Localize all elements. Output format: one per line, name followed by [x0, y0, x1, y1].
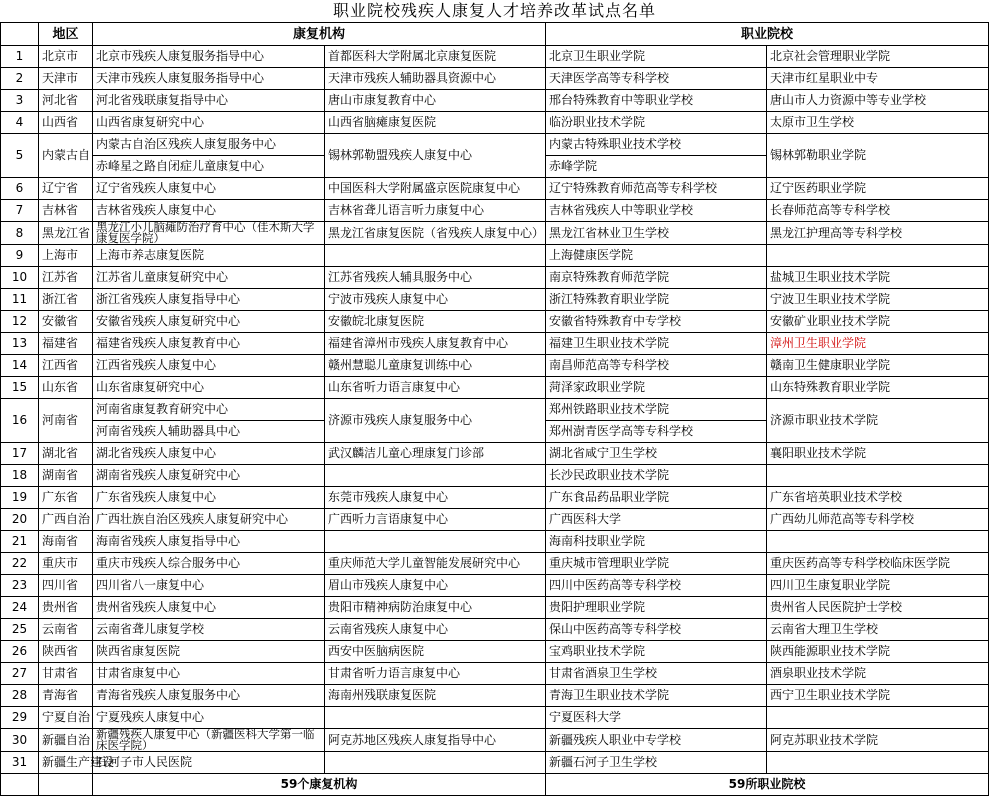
row-number: 22	[1, 553, 39, 575]
row-number: 26	[1, 641, 39, 663]
school-cell	[767, 752, 989, 774]
row-number: 19	[1, 487, 39, 509]
table-row	[1, 200, 989, 222]
table-row	[1, 752, 989, 774]
row-number: 11	[1, 289, 39, 311]
school-cell: 福建卫生职业技术学院	[546, 333, 767, 355]
school-cell: 广西医科大学	[546, 509, 767, 531]
school-cell	[767, 245, 989, 267]
school-cell: 北京社会管理职业学院	[767, 46, 989, 68]
table-row	[1, 355, 989, 377]
school-cell: 新疆石河子卫生学校	[546, 752, 767, 774]
school-cell: 贵州省人民医院护士学校	[767, 597, 989, 619]
table-row	[1, 597, 989, 619]
school-cell: 上海健康医学院	[546, 245, 767, 267]
table-row	[1, 289, 989, 311]
rehab-institution-cell: 江西省残疾人康复中心	[93, 355, 325, 377]
row-number: 16	[1, 399, 39, 443]
rehab-institution-cell: 辽宁省残疾人康复中心	[93, 178, 325, 200]
rehab-institution-cell: 重庆市残疾人综合服务中心	[93, 553, 325, 575]
row-number: 13	[1, 333, 39, 355]
school-cell: 赤峰学院	[546, 156, 767, 178]
rehab-institution-cell: 甘肃省康复中心	[93, 663, 325, 685]
table-row	[1, 399, 989, 421]
region-cell: 宁夏自治	[39, 707, 93, 729]
region-cell: 新疆生产建设	[39, 752, 93, 774]
region-cell: 青海省	[39, 685, 93, 707]
rehab-institution-cell: 唐山市康复教育中心	[325, 90, 546, 112]
row-number: 8	[1, 222, 39, 245]
rehab-institution-cell: 广西壮族自治区残疾人康复研究中心	[93, 509, 325, 531]
school-cell: 长沙民政职业技术学院	[546, 465, 767, 487]
school-cell: 辽宁特殊教育师范高等专科学校	[546, 178, 767, 200]
header-number	[1, 23, 39, 46]
school-cell: 海南科技职业学院	[546, 531, 767, 553]
rehab-institution-cell: 济源市残疾人康复服务中心	[325, 399, 546, 443]
school-cell: 宝鸡职业技术学院	[546, 641, 767, 663]
rehab-institution-cell	[325, 531, 546, 553]
table-row	[1, 222, 989, 245]
rehab-institution-cell: 锡林郭勒盟残疾人康复中心	[325, 134, 546, 178]
school-cell: 安徽矿业职业技术学院	[767, 311, 989, 333]
rehab-institution-cell: 浙江省残疾人康复指导中心	[93, 289, 325, 311]
school-cell: 锡林郭勒职业学院	[767, 134, 989, 178]
school-cell: 郑州澍青医学高等专科学校	[546, 421, 767, 443]
row-number: 25	[1, 619, 39, 641]
region-cell: 云南省	[39, 619, 93, 641]
table-row	[1, 311, 989, 333]
region-cell: 福建省	[39, 333, 93, 355]
school-cell: 四川卫生康复职业学院	[767, 575, 989, 597]
table-row	[1, 487, 989, 509]
rehab-institution-cell: 宁波市残疾人康复中心	[325, 289, 546, 311]
rehab-institution-cell: 青海省残疾人康复服务中心	[93, 685, 325, 707]
table-row	[1, 46, 989, 68]
school-cell: 宁夏医科大学	[546, 707, 767, 729]
table-row	[1, 641, 989, 663]
school-cell: 新疆残疾人职业中专学校	[546, 729, 767, 752]
region-cell: 辽宁省	[39, 178, 93, 200]
school-cell: 云南省大理卫生学校	[767, 619, 989, 641]
rehab-institution-cell: 武汉麟洁儿童心理康复门诊部	[325, 443, 546, 465]
table-row	[1, 575, 989, 597]
school-cell: 盐城卫生职业技术学院	[767, 267, 989, 289]
table-row	[1, 465, 989, 487]
row-number: 29	[1, 707, 39, 729]
school-cell: 菏泽家政职业学院	[546, 377, 767, 399]
table-row	[1, 178, 989, 200]
rehab-institution-cell: 贵阳市精神病防治康复中心	[325, 597, 546, 619]
row-number: 15	[1, 377, 39, 399]
rehab-institution-cell	[325, 245, 546, 267]
school-cell: 宁波卫生职业技术学院	[767, 289, 989, 311]
table-row	[1, 377, 989, 399]
school-cell: 吉林省残疾人中等职业学校	[546, 200, 767, 222]
footer-empty	[1, 774, 39, 796]
table-body	[1, 23, 989, 796]
row-number: 3	[1, 90, 39, 112]
rehab-institution-cell: 福建省漳州市残疾人康复教育中心	[325, 333, 546, 355]
table-row	[1, 707, 989, 729]
rehab-institution-cell: 赣州慧聪儿童康复训练中心	[325, 355, 546, 377]
school-cell: 天津市红星职业中专	[767, 68, 989, 90]
school-cell: 西宁卫生职业技术学院	[767, 685, 989, 707]
rehab-institution-cell: 安徽皖北康复医院	[325, 311, 546, 333]
table-row	[1, 245, 989, 267]
region-cell: 吉林省	[39, 200, 93, 222]
table-row	[1, 443, 989, 465]
table-row	[1, 619, 989, 641]
table-row	[1, 685, 989, 707]
table-row	[1, 68, 989, 90]
school-cell: 南昌师范高等专科学校	[546, 355, 767, 377]
school-cell: 酒泉职业技术学院	[767, 663, 989, 685]
rehab-institution-cell: 内蒙古自治区残疾人康复服务中心	[93, 134, 325, 156]
row-number: 2	[1, 68, 39, 90]
school-cell: 北京卫生职业学院	[546, 46, 767, 68]
rehab-institution-cell: 山东省听力语言康复中心	[325, 377, 546, 399]
rehab-institution-cell: 黑龙江省康复医院（省残疾人康复中心）	[325, 222, 546, 245]
region-cell: 山东省	[39, 377, 93, 399]
region-cell: 安徽省	[39, 311, 93, 333]
row-number: 17	[1, 443, 39, 465]
rehab-institution-cell: 山西省康复研究中心	[93, 112, 325, 134]
rehab-institution-cell: 福建省残疾人康复教育中心	[93, 333, 325, 355]
school-cell	[767, 707, 989, 729]
rehab-institution-cell: 山东省康复研究中心	[93, 377, 325, 399]
rehab-institution-cell: 天津市残疾人康复服务指导中心	[93, 68, 325, 90]
school-cell: 山东特殊教育职业学院	[767, 377, 989, 399]
rehab-institution-cell: 中国医科大学附属盛京医院康复中心	[325, 178, 546, 200]
region-cell: 贵州省	[39, 597, 93, 619]
rehab-institution-cell: 东莞市残疾人康复中心	[325, 487, 546, 509]
rehab-institution-cell: 西安中医脑病医院	[325, 641, 546, 663]
table-row	[1, 90, 989, 112]
school-cell: 辽宁医药职业学院	[767, 178, 989, 200]
table-row	[1, 553, 989, 575]
table-row	[1, 663, 989, 685]
row-number: 28	[1, 685, 39, 707]
rehab-institution-cell	[325, 707, 546, 729]
rehab-institution-cell: 甘肃省听力语言康复中心	[325, 663, 546, 685]
rehab-institution-cell: 重庆师范大学儿童智能发展研究中心	[325, 553, 546, 575]
region-cell: 河南省	[39, 399, 93, 443]
region-cell: 黑龙江省	[39, 222, 93, 245]
region-cell: 浙江省	[39, 289, 93, 311]
school-cell: 赣南卫生健康职业学院	[767, 355, 989, 377]
row-number: 9	[1, 245, 39, 267]
rehab-institution-cell: 新疆残疾人康复中心（新疆医科大学第一临床医学院）	[93, 729, 325, 752]
row-number: 1	[1, 46, 39, 68]
region-cell: 广西自治	[39, 509, 93, 531]
region-cell: 北京市	[39, 46, 93, 68]
region-cell: 重庆市	[39, 553, 93, 575]
school-cell	[767, 531, 989, 553]
rehab-institution-cell: 海南州残联康复医院	[325, 685, 546, 707]
row-number: 23	[1, 575, 39, 597]
school-cell: 太原市卫生学校	[767, 112, 989, 134]
school-cell: 邢台特殊教育中等职业学校	[546, 90, 767, 112]
school-cell	[767, 465, 989, 487]
rehab-institution-cell: 石河子市人民医院	[93, 752, 325, 774]
rehab-institution-cell: 天津市残疾人辅助器具资源中心	[325, 68, 546, 90]
school-cell: 漳州卫生职业学院	[767, 333, 989, 355]
table-row	[1, 333, 989, 355]
school-cell: 唐山市人力资源中等专业学校	[767, 90, 989, 112]
row-number: 14	[1, 355, 39, 377]
school-cell: 济源市职业技术学院	[767, 399, 989, 443]
region-cell: 甘肃省	[39, 663, 93, 685]
school-cell: 青海卫生职业技术学院	[546, 685, 767, 707]
rehab-institution-cell: 吉林省残疾人康复中心	[93, 200, 325, 222]
rehab-institution-cell: 湖南省残疾人康复研究中心	[93, 465, 325, 487]
table-row	[1, 531, 989, 553]
row-number: 12	[1, 311, 39, 333]
row-number: 30	[1, 729, 39, 752]
rehab-institution-cell: 河南省残疾人辅助器具中心	[93, 421, 325, 443]
rehab-institution-cell: 四川省八一康复中心	[93, 575, 325, 597]
school-cell: 重庆医药高等专科学校临床医学院	[767, 553, 989, 575]
rehab-institution-cell: 云南省聋儿康复学校	[93, 619, 325, 641]
region-cell: 内蒙古自	[39, 134, 93, 178]
rehab-institution-cell: 山西省脑瘫康复医院	[325, 112, 546, 134]
row-number: 21	[1, 531, 39, 553]
region-cell: 陕西省	[39, 641, 93, 663]
rehab-institution-cell: 江苏省残疾人辅具服务中心	[325, 267, 546, 289]
pilot-list-table	[0, 22, 989, 796]
region-cell: 广东省	[39, 487, 93, 509]
rehab-institution-cell	[325, 752, 546, 774]
school-cell: 阿克苏职业技术学院	[767, 729, 989, 752]
rehab-institution-cell: 上海市养志康复医院	[93, 245, 325, 267]
rehab-institution-cell: 首都医科大学附属北京康复医院	[325, 46, 546, 68]
row-number: 4	[1, 112, 39, 134]
region-cell: 海南省	[39, 531, 93, 553]
school-cell: 重庆城市管理职业学院	[546, 553, 767, 575]
rehab-institution-cell: 赤峰星之路自闭症儿童康复中心	[93, 156, 325, 178]
school-cell: 广东省培英职业技术学校	[767, 487, 989, 509]
school-cell: 南京特殊教育师范学院	[546, 267, 767, 289]
region-cell: 湖北省	[39, 443, 93, 465]
rehab-institution-cell: 湖北省残疾人康复中心	[93, 443, 325, 465]
school-cell: 广东食品药品职业学院	[546, 487, 767, 509]
rehab-institution-cell: 阿克苏地区残疾人康复指导中心	[325, 729, 546, 752]
school-cell: 陕西能源职业技术学院	[767, 641, 989, 663]
footer-empty	[39, 774, 93, 796]
row-number: 7	[1, 200, 39, 222]
header-row	[1, 23, 989, 46]
region-cell: 四川省	[39, 575, 93, 597]
table-row	[1, 134, 989, 156]
school-cell: 浙江特殊教育职业学院	[546, 289, 767, 311]
school-cell: 贵阳护理职业学院	[546, 597, 767, 619]
rehab-institution-cell: 江苏省儿童康复研究中心	[93, 267, 325, 289]
row-number: 20	[1, 509, 39, 531]
region-cell: 湖南省	[39, 465, 93, 487]
rehab-institution-cell: 北京市残疾人康复服务指导中心	[93, 46, 325, 68]
row-number: 5	[1, 134, 39, 178]
school-cell: 郑州铁路职业技术学院	[546, 399, 767, 421]
page-title: 职业院校残疾人康复人才培养改革试点名单	[332, 1, 656, 20]
row-number: 31	[1, 752, 39, 774]
header-schools: 职业院校	[546, 23, 989, 46]
table-row	[1, 729, 989, 752]
school-cell: 临汾职业技术学院	[546, 112, 767, 134]
region-cell: 天津市	[39, 68, 93, 90]
rehab-institution-cell: 广东省残疾人康复中心	[93, 487, 325, 509]
rehab-institution-cell: 海南省残疾人康复指导中心	[93, 531, 325, 553]
rehab-institution-cell: 河北省残联康复指导中心	[93, 90, 325, 112]
region-cell: 江苏省	[39, 267, 93, 289]
header-rehab: 康复机构	[93, 23, 546, 46]
table-row	[1, 112, 989, 134]
school-cell: 广西幼儿师范高等专科学校	[767, 509, 989, 531]
school-cell: 黑龙江省林业卫生学校	[546, 222, 767, 245]
rehab-institution-cell: 河南省康复教育研究中心	[93, 399, 325, 421]
rehab-institution-cell: 黑龙江小儿脑瘫防治疗育中心（佳木斯大学康复医学院）	[93, 222, 325, 245]
header-region: 地区	[39, 23, 93, 46]
region-cell: 上海市	[39, 245, 93, 267]
footer-row	[1, 774, 989, 796]
rehab-institution-cell: 贵州省残疾人康复中心	[93, 597, 325, 619]
school-cell: 安徽省特殊教育中专学校	[546, 311, 767, 333]
row-number: 6	[1, 178, 39, 200]
school-cell: 保山中医药高等专科学校	[546, 619, 767, 641]
footer-rehab-total: 59个康复机构	[93, 774, 546, 796]
rehab-institution-cell: 眉山市残疾人康复中心	[325, 575, 546, 597]
school-cell: 长春师范高等专科学校	[767, 200, 989, 222]
table-row	[1, 267, 989, 289]
school-cell: 内蒙古特殊职业技术学校	[546, 134, 767, 156]
row-number: 18	[1, 465, 39, 487]
school-cell: 四川中医药高等专科学校	[546, 575, 767, 597]
region-cell: 河北省	[39, 90, 93, 112]
rehab-institution-cell: 宁夏残疾人康复中心	[93, 707, 325, 729]
school-cell: 甘肃省酒泉卫生学校	[546, 663, 767, 685]
school-cell: 天津医学高等专科学校	[546, 68, 767, 90]
region-cell: 江西省	[39, 355, 93, 377]
row-number: 24	[1, 597, 39, 619]
school-cell: 湖北省咸宁卫生学校	[546, 443, 767, 465]
rehab-institution-cell: 云南省残疾人康复中心	[325, 619, 546, 641]
rehab-institution-cell: 陕西省康复医院	[93, 641, 325, 663]
row-number: 27	[1, 663, 39, 685]
rehab-institution-cell: 吉林省聋儿语言听力康复中心	[325, 200, 546, 222]
row-number: 10	[1, 267, 39, 289]
school-cell: 黑龙江护理高等专科学校	[767, 222, 989, 245]
rehab-institution-cell: 广西听力言语康复中心	[325, 509, 546, 531]
table-row	[1, 509, 989, 531]
footer-school-total: 59所职业院校	[546, 774, 989, 796]
rehab-institution-cell: 安徽省残疾人康复研究中心	[93, 311, 325, 333]
rehab-institution-cell	[325, 465, 546, 487]
region-cell: 山西省	[39, 112, 93, 134]
school-cell: 襄阳职业技术学院	[767, 443, 989, 465]
region-cell: 新疆自治	[39, 729, 93, 752]
